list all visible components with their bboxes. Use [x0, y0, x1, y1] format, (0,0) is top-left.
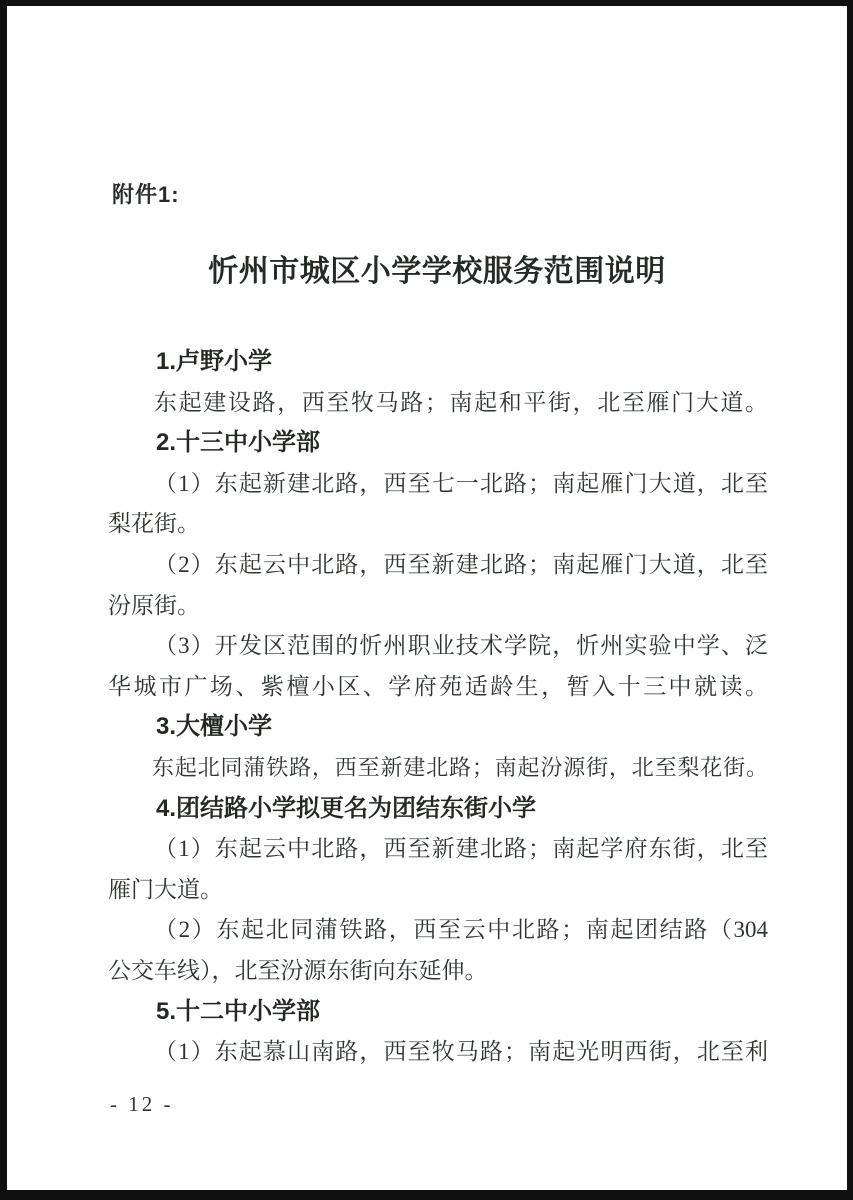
body-line: 雁门大道。	[108, 876, 223, 902]
body-line: （2）东起云中北路，西至新建北路；南起雁门大道，北至	[154, 551, 768, 577]
document-title: 忻州市城区小学学校服务范围说明	[208, 255, 666, 288]
body-line: 东起建设路，西至牧马路；南起和平街，北至雁门大道。	[154, 389, 768, 415]
body-line: 东起北同蒲铁路，西至新建北路；南起汾源街，北至梨花街。	[152, 754, 768, 780]
section-heading-2: 2.十三中小学部	[156, 429, 321, 457]
section-heading-5: 5.十二中小学部	[156, 997, 321, 1025]
section-heading-1: 1.卢野小学	[156, 348, 273, 375]
body-line: （2）东起北同蒲铁路，西至云中北路；南起团结路（304	[154, 917, 768, 943]
body-line: （1）东起慕山南路，西至牧马路；南起光明西街，北至利	[154, 1039, 768, 1065]
section-heading-3: 3.大檀小学	[156, 713, 273, 741]
body-line: （3）开发区范围的忻州职业技术学院，忻州实验中学、泛	[154, 633, 768, 659]
body-line: 华城市广场、紫檀小区、学府苑适龄生，暂入十三中就读。	[108, 673, 768, 699]
body-line: （1）东起云中北路，西至新建北路；南起学府东街，北至	[154, 836, 768, 862]
body-line: 公交车线），北至汾源东街向东延伸。	[108, 957, 488, 983]
body-line: 汾原街。	[108, 592, 200, 618]
body-line: 梨花街。	[108, 511, 200, 537]
document-body	[108, 342, 768, 1073]
section-heading-4: 4.团结路小学拟更名为团结东街小学	[156, 794, 537, 822]
attachment-label: 附件1:	[112, 182, 180, 207]
body-line: （1）东起新建北路，西至七一北路；南起雁门大道，北至	[154, 470, 768, 496]
page-number: - 12 -	[110, 1092, 174, 1116]
